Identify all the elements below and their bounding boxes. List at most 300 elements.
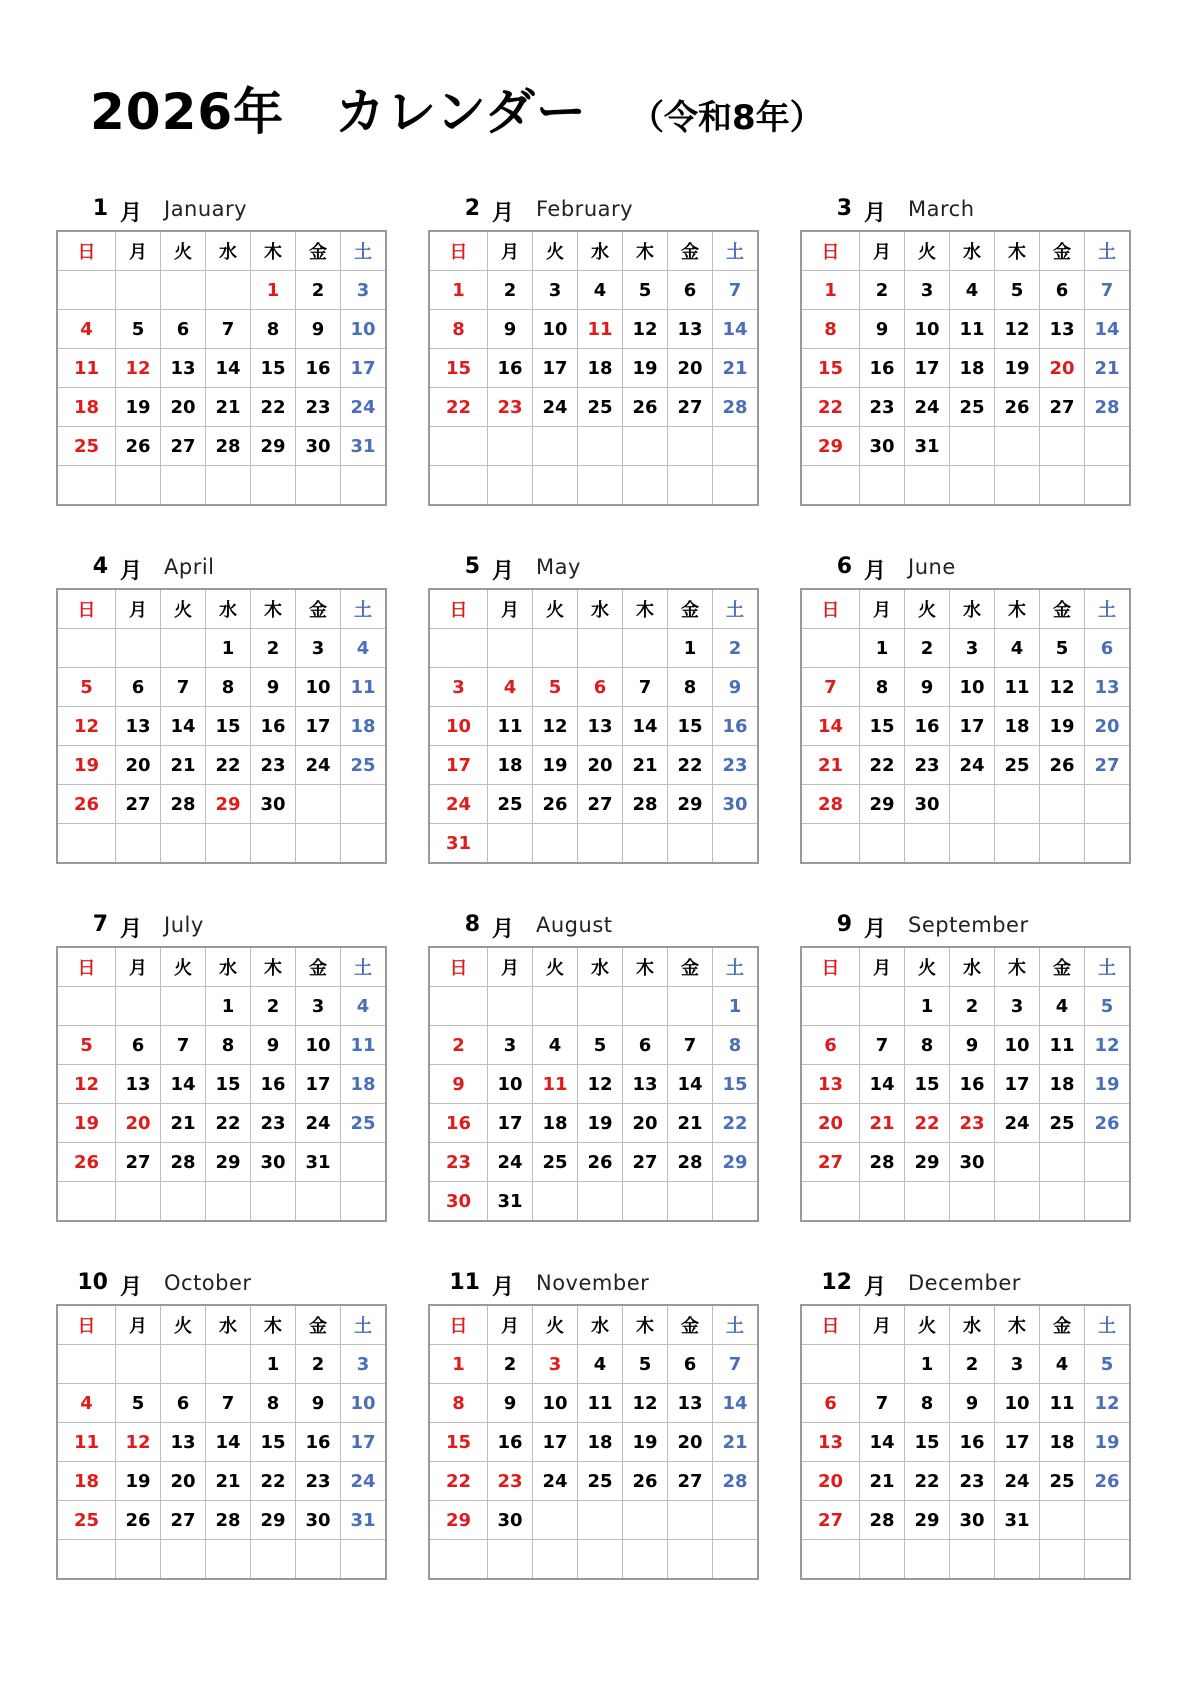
weekday-header-row (57, 231, 386, 271)
day-cell: 24 (533, 388, 578, 427)
day-cell: 3 (341, 271, 387, 310)
week-row (429, 271, 758, 310)
day-cell: 21 (623, 746, 668, 785)
empty-cell (801, 987, 860, 1026)
day-cell: 11 (341, 1026, 387, 1065)
weekday-label: 土 (1085, 589, 1131, 629)
empty-cell (801, 1540, 860, 1580)
month-header (428, 196, 756, 230)
day-cell: 20 (578, 746, 623, 785)
day-cell: 10 (995, 1384, 1040, 1423)
week-row (429, 629, 758, 668)
day-cell: 28 (801, 785, 860, 824)
empty-cell (623, 427, 668, 466)
day-cell: 10 (533, 310, 578, 349)
day-cell: 1 (668, 629, 713, 668)
weekday-label: 水 (950, 1305, 995, 1345)
day-cell: 3 (296, 629, 341, 668)
day-cell: 22 (429, 388, 488, 427)
month-header (800, 554, 1128, 588)
day-cell: 23 (251, 1104, 296, 1143)
day-cell: 19 (995, 349, 1040, 388)
day-cell: 21 (206, 1462, 251, 1501)
month-kanji: 月 (120, 201, 143, 226)
empty-cell (1040, 1143, 1085, 1182)
month-header (428, 554, 756, 588)
weekday-label: 木 (995, 1305, 1040, 1345)
empty-cell (860, 1540, 905, 1580)
day-cell: 22 (206, 1104, 251, 1143)
empty-cell (161, 466, 206, 506)
weekday-label: 金 (1040, 231, 1085, 271)
empty-cell (623, 1501, 668, 1540)
day-cell: 30 (488, 1501, 533, 1540)
day-cell: 5 (57, 1026, 116, 1065)
day-cell: 5 (533, 668, 578, 707)
empty-cell (578, 1501, 623, 1540)
day-cell: 24 (533, 1462, 578, 1501)
day-cell: 2 (251, 987, 296, 1026)
empty-cell (488, 466, 533, 506)
week-row (57, 427, 386, 466)
day-cell: 14 (713, 310, 759, 349)
day-cell: 15 (251, 349, 296, 388)
empty-cell (296, 824, 341, 864)
weekday-header-row (57, 589, 386, 629)
day-cell: 13 (668, 310, 713, 349)
day-cell: 23 (860, 388, 905, 427)
empty-cell (116, 1182, 161, 1222)
day-cell: 23 (905, 746, 950, 785)
day-cell: 13 (1085, 668, 1131, 707)
day-cell: 15 (429, 1423, 488, 1462)
week-row (429, 824, 758, 864)
day-cell: 21 (713, 1423, 759, 1462)
day-cell: 21 (860, 1104, 905, 1143)
empty-cell (116, 629, 161, 668)
weekday-label: 木 (623, 231, 668, 271)
week-row (57, 1501, 386, 1540)
week-row (429, 987, 758, 1026)
day-cell: 6 (668, 1345, 713, 1384)
week-row (801, 388, 1130, 427)
day-cell: 27 (116, 785, 161, 824)
month-table (56, 230, 387, 506)
day-cell: 26 (116, 1501, 161, 1540)
day-cell: 28 (206, 427, 251, 466)
weekday-label: 火 (533, 589, 578, 629)
empty-cell (1040, 824, 1085, 864)
day-cell: 1 (905, 987, 950, 1026)
empty-cell (429, 629, 488, 668)
empty-cell (206, 1182, 251, 1222)
month-number: 9 (836, 912, 852, 937)
day-cell: 30 (905, 785, 950, 824)
empty-cell (623, 466, 668, 506)
empty-cell (296, 1182, 341, 1222)
month-kanji: 月 (492, 917, 515, 942)
empty-cell (533, 824, 578, 864)
month-name: August (536, 913, 613, 937)
month-table (800, 946, 1131, 1222)
day-cell: 28 (860, 1143, 905, 1182)
week-row (57, 1540, 386, 1580)
empty-cell (1040, 466, 1085, 506)
day-cell: 16 (429, 1104, 488, 1143)
day-cell: 23 (713, 746, 759, 785)
day-cell: 31 (296, 1143, 341, 1182)
month-table (428, 1304, 759, 1580)
empty-cell (860, 1345, 905, 1384)
day-cell: 13 (801, 1065, 860, 1104)
weekday-label: 水 (950, 231, 995, 271)
weekday-header-row (429, 1305, 758, 1345)
day-cell: 19 (116, 1462, 161, 1501)
day-cell: 18 (341, 1065, 387, 1104)
day-cell: 2 (488, 271, 533, 310)
empty-cell (950, 785, 995, 824)
empty-cell (1085, 466, 1131, 506)
month-number: 5 (464, 554, 480, 579)
day-cell: 29 (860, 785, 905, 824)
empty-cell (1085, 427, 1131, 466)
week-row (429, 466, 758, 506)
month-november (428, 1270, 756, 1580)
day-cell: 8 (429, 1384, 488, 1423)
empty-cell (341, 1143, 387, 1182)
day-cell: 26 (57, 1143, 116, 1182)
day-cell: 8 (713, 1026, 759, 1065)
empty-cell (161, 1345, 206, 1384)
week-row (57, 746, 386, 785)
week-row (429, 746, 758, 785)
weekday-label: 月 (116, 589, 161, 629)
day-cell: 27 (116, 1143, 161, 1182)
day-cell: 21 (161, 1104, 206, 1143)
weekday-label: 水 (206, 947, 251, 987)
day-cell: 24 (995, 1104, 1040, 1143)
day-cell: 13 (623, 1065, 668, 1104)
month-header (56, 554, 384, 588)
weekday-label: 火 (161, 947, 206, 987)
empty-cell (161, 824, 206, 864)
month-june (800, 554, 1128, 864)
day-cell: 15 (801, 349, 860, 388)
month-july (56, 912, 384, 1222)
day-cell: 12 (116, 349, 161, 388)
day-cell: 6 (1040, 271, 1085, 310)
weekday-label: 日 (429, 589, 488, 629)
week-row (57, 466, 386, 506)
weekday-label: 金 (1040, 589, 1085, 629)
day-cell: 4 (1040, 987, 1085, 1026)
empty-cell (801, 629, 860, 668)
day-cell: 20 (1040, 349, 1085, 388)
month-kanji: 月 (120, 917, 143, 942)
weekday-label: 木 (251, 231, 296, 271)
day-cell: 12 (995, 310, 1040, 349)
day-cell: 7 (1085, 271, 1131, 310)
month-number: 7 (92, 912, 108, 937)
day-cell: 14 (1085, 310, 1131, 349)
day-cell: 23 (296, 388, 341, 427)
day-cell: 15 (668, 707, 713, 746)
day-cell: 1 (713, 987, 759, 1026)
day-cell: 6 (116, 668, 161, 707)
weekday-label: 月 (860, 947, 905, 987)
empty-cell (623, 824, 668, 864)
day-cell: 4 (57, 310, 116, 349)
week-row (429, 310, 758, 349)
day-cell: 11 (57, 349, 116, 388)
empty-cell (623, 1540, 668, 1580)
day-cell: 26 (1085, 1104, 1131, 1143)
empty-cell (341, 1540, 387, 1580)
day-cell: 20 (623, 1104, 668, 1143)
day-cell: 28 (713, 388, 759, 427)
day-cell: 9 (296, 310, 341, 349)
empty-cell (296, 1540, 341, 1580)
day-cell: 10 (950, 668, 995, 707)
weekday-label: 水 (206, 231, 251, 271)
empty-cell (116, 466, 161, 506)
day-cell: 19 (116, 388, 161, 427)
empty-cell (860, 466, 905, 506)
empty-cell (995, 1182, 1040, 1222)
day-cell: 6 (623, 1026, 668, 1065)
empty-cell (116, 271, 161, 310)
empty-cell (713, 1540, 759, 1580)
day-cell: 16 (860, 349, 905, 388)
week-row (801, 1182, 1130, 1222)
day-cell: 31 (488, 1182, 533, 1222)
month-name: January (164, 197, 248, 221)
day-cell: 10 (533, 1384, 578, 1423)
month-table (56, 1304, 387, 1580)
empty-cell (206, 1540, 251, 1580)
day-cell: 17 (905, 349, 950, 388)
weekday-label: 土 (713, 947, 759, 987)
day-cell: 8 (429, 310, 488, 349)
empty-cell (801, 466, 860, 506)
day-cell: 30 (296, 427, 341, 466)
day-cell: 17 (995, 1423, 1040, 1462)
weekday-label: 月 (488, 589, 533, 629)
weekday-label: 土 (1085, 231, 1131, 271)
day-cell: 31 (905, 427, 950, 466)
day-cell: 28 (623, 785, 668, 824)
day-cell: 18 (995, 707, 1040, 746)
day-cell: 29 (668, 785, 713, 824)
day-cell: 31 (341, 1501, 387, 1540)
week-row (801, 1104, 1130, 1143)
month-name: June (908, 555, 956, 579)
week-row (57, 1423, 386, 1462)
week-row (801, 629, 1130, 668)
weekday-label: 金 (668, 1305, 713, 1345)
weekday-label: 水 (578, 947, 623, 987)
week-row (801, 1384, 1130, 1423)
day-cell: 8 (251, 1384, 296, 1423)
day-cell: 20 (116, 746, 161, 785)
day-cell: 18 (1040, 1423, 1085, 1462)
week-row (429, 1501, 758, 1540)
weekday-label: 土 (341, 947, 387, 987)
empty-cell (1085, 1501, 1131, 1540)
empty-cell (995, 1143, 1040, 1182)
weekday-label: 金 (1040, 947, 1085, 987)
day-cell: 13 (116, 1065, 161, 1104)
week-row (801, 310, 1130, 349)
day-cell: 25 (1040, 1104, 1085, 1143)
weekday-label: 火 (533, 947, 578, 987)
month-table (428, 230, 759, 506)
day-cell: 12 (1040, 668, 1085, 707)
day-cell: 19 (623, 349, 668, 388)
day-cell: 14 (801, 707, 860, 746)
empty-cell (950, 824, 995, 864)
day-cell: 9 (950, 1026, 995, 1065)
day-cell: 7 (860, 1384, 905, 1423)
day-cell: 18 (533, 1104, 578, 1143)
day-cell: 17 (296, 707, 341, 746)
day-cell: 29 (801, 427, 860, 466)
empty-cell (713, 824, 759, 864)
day-cell: 16 (905, 707, 950, 746)
day-cell: 7 (623, 668, 668, 707)
empty-cell (578, 1540, 623, 1580)
week-row (57, 1104, 386, 1143)
empty-cell (578, 987, 623, 1026)
weekday-header-row (429, 231, 758, 271)
week-row (57, 1143, 386, 1182)
day-cell: 23 (950, 1104, 995, 1143)
empty-cell (206, 466, 251, 506)
month-number: 2 (464, 196, 480, 221)
week-row (801, 466, 1130, 506)
day-cell: 16 (713, 707, 759, 746)
day-cell: 27 (668, 388, 713, 427)
day-cell: 18 (578, 349, 623, 388)
weekday-label: 火 (161, 1305, 206, 1345)
weekday-header-row (801, 231, 1130, 271)
day-cell: 24 (296, 746, 341, 785)
month-table (56, 946, 387, 1222)
day-cell: 10 (296, 1026, 341, 1065)
day-cell: 20 (161, 1462, 206, 1501)
month-march (800, 196, 1128, 506)
empty-cell (995, 466, 1040, 506)
weekday-label: 火 (905, 231, 950, 271)
day-cell: 20 (116, 1104, 161, 1143)
empty-cell (429, 466, 488, 506)
day-cell: 5 (57, 668, 116, 707)
day-cell: 8 (668, 668, 713, 707)
week-row (429, 1026, 758, 1065)
empty-cell (578, 824, 623, 864)
weekday-header-row (801, 589, 1130, 629)
weekday-label: 日 (801, 947, 860, 987)
empty-cell (57, 824, 116, 864)
day-cell: 29 (905, 1143, 950, 1182)
month-header (428, 912, 756, 946)
day-cell: 6 (668, 271, 713, 310)
weekday-label: 木 (251, 947, 296, 987)
week-row (801, 824, 1130, 864)
week-row (801, 427, 1130, 466)
month-number: 1 (92, 196, 108, 221)
day-cell: 25 (950, 388, 995, 427)
weekday-label: 月 (488, 947, 533, 987)
day-cell: 23 (429, 1143, 488, 1182)
week-row (57, 824, 386, 864)
day-cell: 16 (251, 1065, 296, 1104)
month-april (56, 554, 384, 864)
month-kanji: 月 (492, 1275, 515, 1300)
day-cell: 21 (161, 746, 206, 785)
day-cell: 27 (1040, 388, 1085, 427)
weekday-label: 水 (950, 589, 995, 629)
day-cell: 9 (251, 1026, 296, 1065)
week-row (801, 1462, 1130, 1501)
empty-cell (206, 824, 251, 864)
week-row (57, 310, 386, 349)
day-cell: 8 (860, 668, 905, 707)
day-cell: 14 (206, 1423, 251, 1462)
empty-cell (668, 987, 713, 1026)
day-cell: 2 (860, 271, 905, 310)
empty-cell (1085, 824, 1131, 864)
week-row (429, 1104, 758, 1143)
weekday-label: 金 (668, 589, 713, 629)
week-row (801, 785, 1130, 824)
weekday-header-row (429, 589, 758, 629)
empty-cell (533, 427, 578, 466)
weekday-label: 日 (429, 1305, 488, 1345)
day-cell: 27 (623, 1143, 668, 1182)
day-cell: 11 (995, 668, 1040, 707)
week-row (57, 271, 386, 310)
day-cell: 6 (578, 668, 623, 707)
week-row (429, 1143, 758, 1182)
day-cell: 19 (1040, 707, 1085, 746)
weekday-label: 土 (341, 231, 387, 271)
day-cell: 16 (488, 1423, 533, 1462)
empty-cell (623, 987, 668, 1026)
day-cell: 9 (713, 668, 759, 707)
day-cell: 29 (251, 427, 296, 466)
week-row (801, 349, 1130, 388)
day-cell: 19 (578, 1104, 623, 1143)
empty-cell (251, 466, 296, 506)
day-cell: 22 (713, 1104, 759, 1143)
empty-cell (1085, 1182, 1131, 1222)
week-row (57, 388, 386, 427)
empty-cell (341, 1182, 387, 1222)
day-cell: 24 (429, 785, 488, 824)
week-row (57, 1384, 386, 1423)
empty-cell (668, 824, 713, 864)
day-cell: 9 (950, 1384, 995, 1423)
month-table (800, 588, 1131, 864)
day-cell: 20 (801, 1462, 860, 1501)
day-cell: 11 (488, 707, 533, 746)
day-cell: 16 (296, 1423, 341, 1462)
page-title (90, 72, 824, 141)
day-cell: 3 (905, 271, 950, 310)
day-cell: 3 (533, 271, 578, 310)
day-cell: 14 (860, 1065, 905, 1104)
